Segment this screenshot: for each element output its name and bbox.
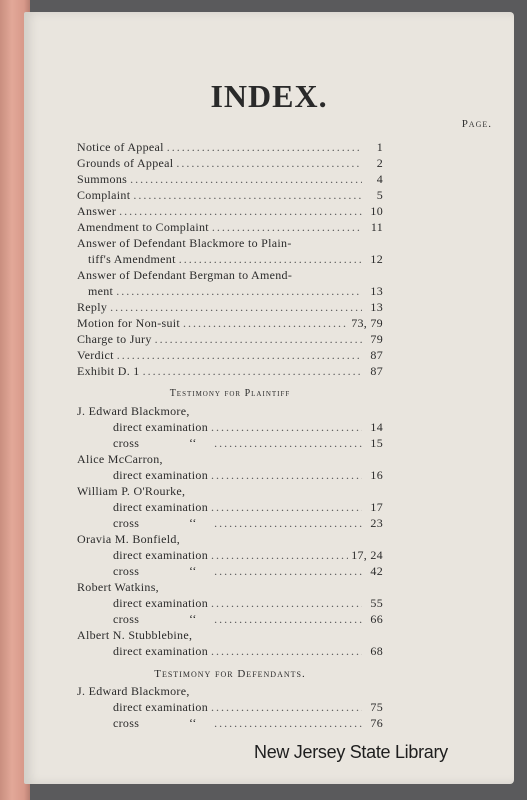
- witness-name: Alice McCarron,: [77, 452, 163, 466]
- witness-name: J. Edward Blackmore,: [77, 684, 190, 698]
- leader-dots: [211, 644, 362, 659]
- leader-dots: [179, 252, 362, 267]
- ditto-mark: ‘‘: [189, 436, 197, 450]
- entry-page: 10: [370, 204, 383, 218]
- leader-dots: [214, 716, 362, 731]
- index-entry: [77, 172, 383, 188]
- direct-examination-entry: direct examination . . . 75: [77, 700, 383, 716]
- section-heading-plaintiff: Testimony for Plaintiff: [169, 388, 291, 399]
- entry-label: Grounds of Appeal: [77, 156, 174, 170]
- ditto-mark: ‘‘: [189, 564, 197, 578]
- leader-dots: [183, 316, 348, 331]
- direct-examination-entry: direct examination . . . 68: [77, 644, 383, 660]
- direct-examination-entry: direct examination . . . 14: [77, 420, 383, 436]
- leader-dots: [110, 300, 362, 315]
- index-entry: [77, 220, 383, 236]
- leader-dots: [211, 500, 362, 515]
- entry-label: Charge to Jury: [77, 332, 152, 346]
- direct-examination-entry: direct examination . . . 17: [77, 500, 383, 516]
- entry-label: Verdict: [77, 348, 114, 362]
- index-entry: [77, 268, 383, 284]
- direct-examination-entry: direct examination . . . 17, 24: [77, 548, 383, 564]
- index-entry: [77, 204, 383, 220]
- entry-page: 73, 79: [351, 316, 383, 330]
- leader-dots: [211, 468, 362, 483]
- ditto-mark: ‘‘: [189, 516, 197, 530]
- leader-dots: [211, 420, 362, 435]
- witness-name: Albert N. Stubblebine,: [77, 628, 193, 642]
- entry-page: 2: [376, 156, 383, 170]
- leader-dots: [133, 188, 362, 203]
- entry-page: 13: [370, 300, 383, 314]
- leader-dots: [211, 548, 348, 563]
- entry-page: 79: [370, 332, 383, 346]
- leader-dots: [116, 284, 362, 299]
- leader-dots: [214, 564, 362, 579]
- index-entry: [77, 252, 383, 268]
- page-title: INDEX.: [210, 78, 328, 114]
- entry-label: Notice of Appeal: [77, 140, 164, 154]
- leader-dots: [211, 596, 362, 611]
- entry-label: Answer: [77, 204, 117, 218]
- index-entry: [77, 364, 383, 380]
- entry-page: 11: [370, 220, 383, 234]
- leader-dots: [176, 156, 362, 171]
- leader-dots: [167, 140, 362, 155]
- entry-label: Summons: [77, 172, 128, 186]
- entry-page: 5: [376, 188, 383, 202]
- witness-name: J. Edward Blackmore,: [77, 404, 190, 418]
- entry-page: 87: [370, 348, 383, 362]
- witness-name: William P. O'Rourke,: [77, 484, 186, 498]
- index-entries: [77, 140, 383, 732]
- cross-examination-entry: cross ‘‘ . . . 23: [77, 516, 383, 532]
- leader-dots: [211, 700, 362, 715]
- direct-examination-entry: direct examination . . . 16: [77, 468, 383, 484]
- witness-name: Robert Watkins,: [77, 580, 159, 594]
- entry-label: Answer of Defendant Bergman to Amend-: [77, 268, 293, 282]
- entry-page: 87: [370, 364, 383, 378]
- index-entry: [77, 300, 383, 316]
- index-entry: [77, 332, 383, 348]
- index-entry: [77, 140, 383, 156]
- cross-examination-entry: cross ‘‘ . . . 42: [77, 564, 383, 580]
- ditto-mark: ‘‘: [189, 612, 197, 626]
- index-entry: [77, 284, 383, 300]
- page-column-header: Page.: [461, 118, 492, 130]
- entry-label: Exhibit D. 1: [77, 364, 140, 378]
- section-heading-defendants: Testimony for Defendants.: [154, 668, 306, 680]
- entry-page: 4: [376, 172, 383, 186]
- index-entry: [77, 316, 383, 332]
- library-stamp: New Jersey State Library: [254, 742, 448, 762]
- entry-label: ment: [88, 284, 114, 298]
- document-page: [24, 12, 514, 784]
- index-entry: [77, 236, 383, 252]
- index-entry: [77, 156, 383, 172]
- leader-dots: [119, 204, 362, 219]
- ditto-mark: ‘‘: [189, 716, 197, 730]
- entry-label: Complaint: [77, 188, 131, 202]
- cross-examination-entry: cross ‘‘ . . . 76: [77, 716, 383, 732]
- entry-label: Answer of Defendant Blackmore to Plain-: [77, 236, 292, 250]
- index-entry: [77, 188, 383, 204]
- witness-name: Oravia M. Bonfield,: [77, 532, 181, 546]
- entry-page: 1: [376, 140, 383, 154]
- entry-label: tiff's Amendment: [88, 252, 176, 266]
- leader-dots: [143, 364, 362, 379]
- leader-dots: [212, 220, 362, 235]
- leader-dots: [214, 436, 362, 451]
- leader-dots: [117, 348, 362, 363]
- direct-examination-entry: direct examination . . . 55: [77, 596, 383, 612]
- entry-page: 12: [370, 252, 383, 266]
- entry-label: Motion for Non-suit: [77, 316, 181, 330]
- leader-dots: [214, 516, 362, 531]
- leader-dots: [130, 172, 362, 187]
- entry-label: Amendment to Complaint: [77, 220, 209, 234]
- cross-examination-entry: cross ‘‘ . . . 15: [77, 436, 383, 452]
- leader-dots: [214, 612, 362, 627]
- index-entry: [77, 348, 383, 364]
- cross-examination-entry: cross ‘‘ . . . 66: [77, 612, 383, 628]
- entry-page: 13: [370, 284, 383, 298]
- leader-dots: [155, 332, 362, 347]
- entry-label: Reply: [77, 300, 108, 314]
